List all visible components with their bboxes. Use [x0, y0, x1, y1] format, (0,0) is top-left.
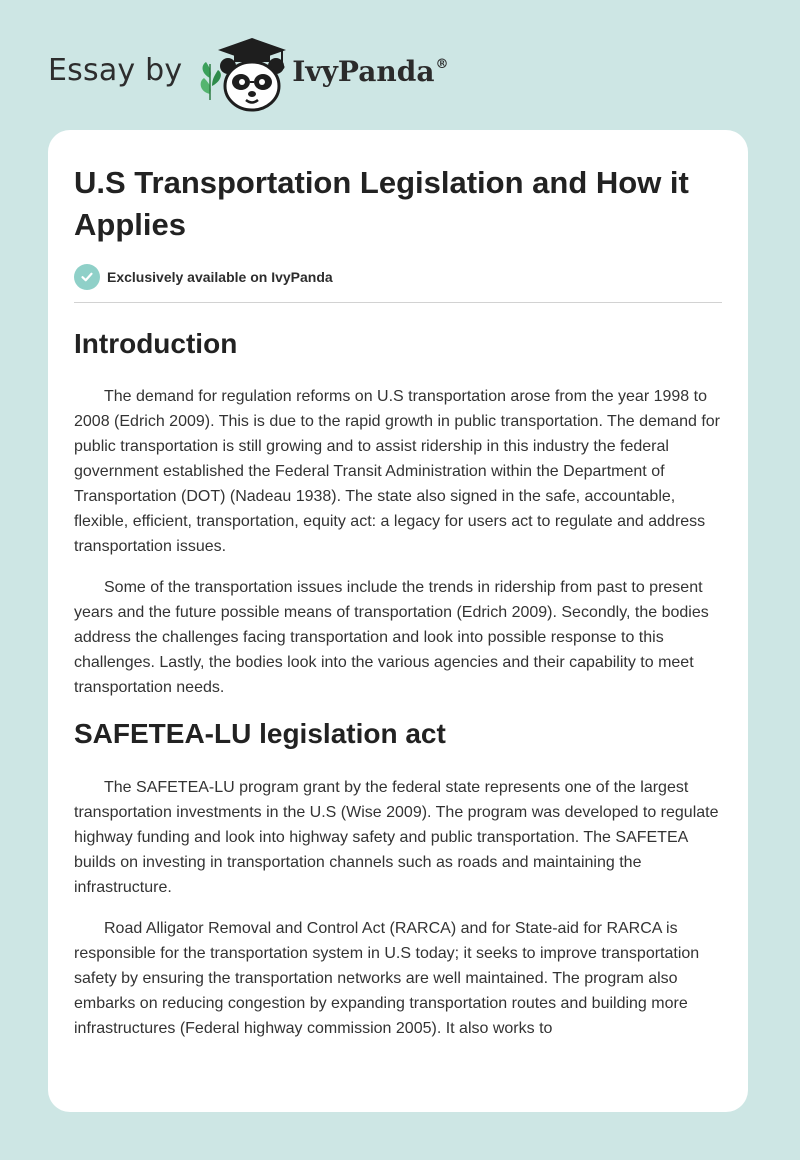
availability-text: Exclusively available on IvyPanda: [107, 269, 333, 285]
availability-badge: [74, 264, 724, 290]
registered-mark: ®: [435, 56, 449, 72]
brand-name[interactable]: [292, 55, 448, 88]
paragraph: Some of the transportation issues include the trends in ridership from past to present years and the future possible means of transportation (Edrich 2009). Secondly, the bodies address the challenges facing transportation and look into possible response to this challenges. Lastly, the bodies look into the various agencies and their capability to meet transportation needs.: [74, 579, 709, 696]
essay-by-label: Essay by: [48, 52, 183, 88]
page-title: U.S Transportation Legislation and How it Applies: [74, 165, 689, 242]
paragraph: Road Alligator Removal and Control Act (RARCA) and for State-aid for RARCA is responsible for the transportation system in U.S today; it seeks to improve transportation safety by ensuring the transportation networks are well maintained. The program also embarks on reducing congestion by expanding transportation routes and building more infrastructures (Federal highway commission 2005). It also works to: [74, 920, 700, 1037]
section-heading-introduction: Introduction: [74, 328, 238, 359]
paragraph: The demand for regulation reforms on U.S transportation arose from the year 1998 to 2008 (Edrich 2009). This is due to the rapid growth in public transportation. The demand for public transportation is still growing and to assist ridership in this industry the federal government established the Federal Transit Administration within the Department of Transportation (DOT) (Nadeau 1938). The state also signed in the safe, accountable, flexible, efficient, transportation, equity act: a legacy for users act to regulate and address transportation issues.: [74, 388, 721, 555]
brand-text: IvyPanda: [292, 54, 435, 88]
leaf-icon: [201, 62, 221, 100]
paragraph: The SAFETEA-LU program grant by the federal state represents one of the largest transportation investments in the U.S (Wise 2009). The program was developed to regulate highway funding and look into highway safety and public transportation. The SAFETEA builds on investing in transportation channels such as roads and maintaining the infrastructure.: [74, 779, 719, 896]
divider: [74, 302, 722, 303]
site-header: [48, 34, 448, 114]
essay-content: [74, 162, 724, 1041]
section-heading-safetea-lu: SAFETEA-LU legislation act: [74, 718, 446, 749]
checkmark-icon: [74, 264, 100, 290]
essay-card: [48, 130, 748, 1112]
panda-logo-icon[interactable]: [196, 34, 292, 114]
